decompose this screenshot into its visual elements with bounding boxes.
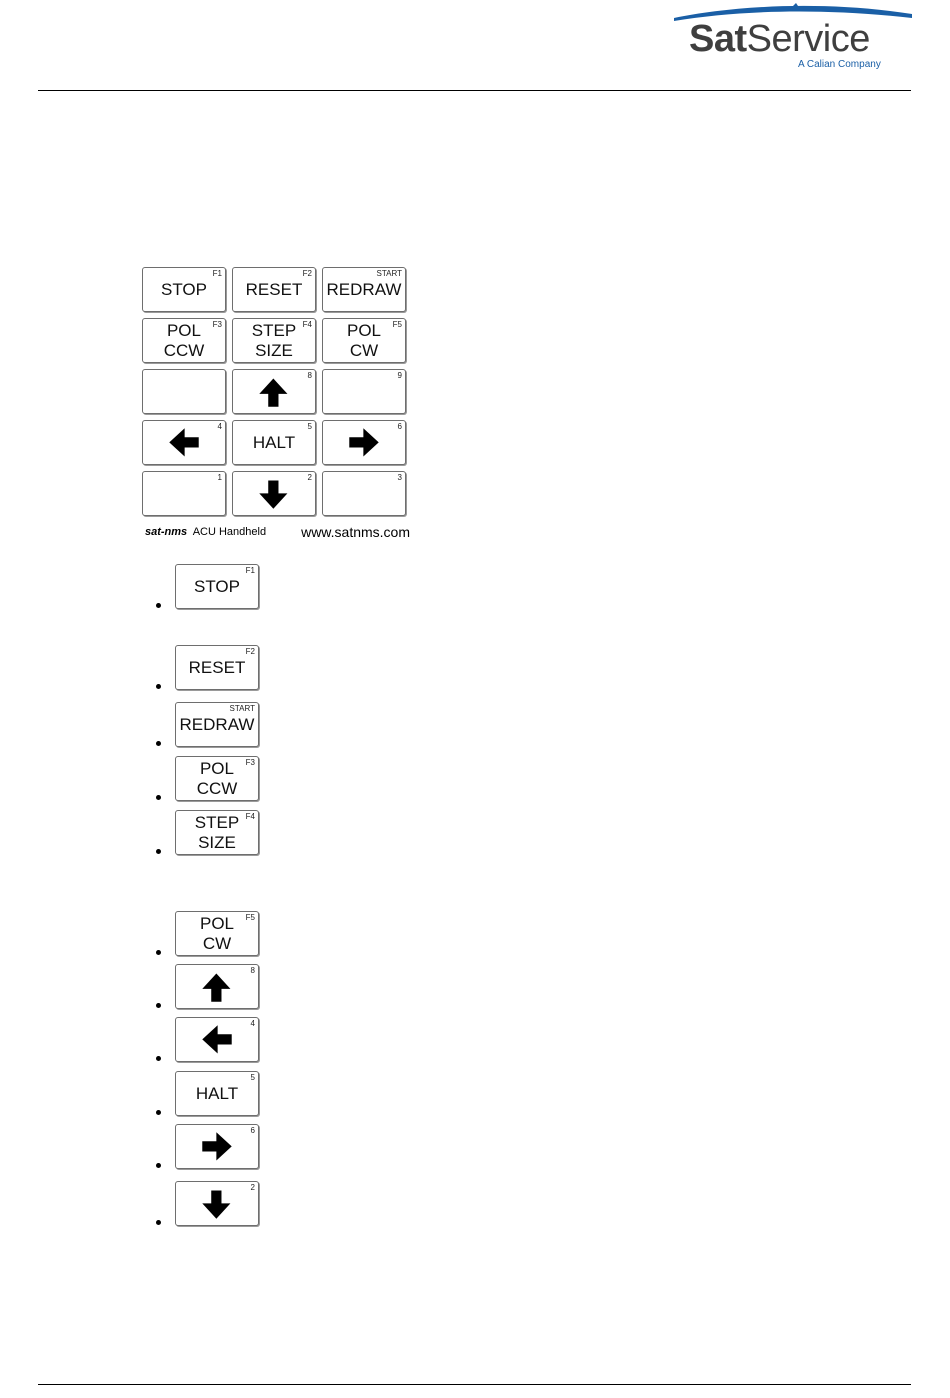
key-blank-x[interactable]: [142, 369, 226, 414]
bullet-icon: [156, 684, 161, 689]
arrow-left-icon: [167, 427, 201, 459]
list-item: [156, 911, 276, 961]
key-shortcut-tag: F1: [212, 269, 222, 278]
key-pol-ccw[interactable]: [175, 756, 259, 801]
key-label: HALT: [252, 432, 296, 452]
key-shortcut-tag: 8: [250, 966, 255, 975]
key-shortcut-tag: 6: [397, 422, 402, 431]
list-item: [156, 1181, 276, 1231]
keypad-brand: [145, 526, 266, 538]
key-arrow-left[interactable]: [175, 1017, 259, 1062]
key-pol-cw[interactable]: [322, 318, 406, 363]
list-item: [156, 756, 276, 806]
keypad-url: www.satnms.com: [301, 524, 410, 540]
arrow-up-icon: [200, 971, 234, 1003]
key-redraw[interactable]: [175, 702, 259, 747]
key-arrow-down[interactable]: [175, 1181, 259, 1226]
key-shortcut-tag: F2: [245, 647, 255, 656]
key-pol-ccw[interactable]: [142, 318, 226, 363]
key-shortcut-tag: F4: [245, 812, 255, 821]
key-shortcut-tag: 5: [307, 422, 312, 431]
bullet-icon: [156, 741, 161, 746]
key-shortcut-tag: 3: [397, 473, 402, 482]
key-label: STEP SIZE: [194, 812, 240, 852]
key-label: RESET: [245, 279, 303, 299]
key-shortcut-tag: F5: [392, 320, 402, 329]
key-blank-1[interactable]: [142, 471, 226, 516]
key-arrow-right[interactable]: [175, 1124, 259, 1169]
footer-divider: [38, 1384, 911, 1385]
logo-wordmark: [689, 18, 870, 60]
arrow-left-icon: [200, 1024, 234, 1056]
key-pol-cw[interactable]: [175, 911, 259, 956]
key-halt[interactable]: [232, 420, 316, 465]
bullet-icon: [156, 1056, 161, 1061]
arrow-up-icon: [257, 376, 291, 408]
key-halt[interactable]: [175, 1071, 259, 1116]
key-step-size[interactable]: [232, 318, 316, 363]
key-shortcut-tag: 1: [217, 473, 222, 482]
list-item: [156, 964, 276, 1014]
key-redraw[interactable]: [322, 267, 406, 312]
keypad-product-name: ACU Handheld: [192, 526, 267, 538]
key-shortcut-tag: F1: [245, 566, 255, 575]
logo-tagline: A Calian Company: [798, 59, 881, 70]
key-arrow-right[interactable]: [322, 420, 406, 465]
keypad-brand-name: sat-nms: [145, 526, 188, 538]
key-label: POL CCW: [163, 320, 205, 360]
list-item: [156, 702, 276, 752]
key-reset[interactable]: [232, 267, 316, 312]
key-shortcut-tag: 2: [250, 1183, 255, 1192]
key-shortcut-tag: 4: [250, 1019, 255, 1028]
key-reset[interactable]: [175, 645, 259, 690]
key-label: STOP: [194, 576, 240, 596]
key-label: POL CW: [346, 320, 382, 360]
list-item: [156, 810, 276, 860]
key-label: REDRAW: [326, 279, 402, 299]
key-stop[interactable]: [175, 564, 259, 609]
bullet-icon: [156, 795, 161, 800]
arrow-right-icon: [347, 427, 381, 459]
key-label: POL CCW: [196, 758, 238, 798]
header-divider: [38, 90, 911, 91]
bullet-icon: [156, 1163, 161, 1168]
acu-handheld-keypad: [142, 267, 410, 547]
keypad-footer: [145, 524, 410, 544]
key-shortcut-tag: F3: [245, 758, 255, 767]
key-arrow-up[interactable]: [232, 369, 316, 414]
key-shortcut-tag: F5: [245, 913, 255, 922]
key-shortcut-tag: 9: [397, 371, 402, 380]
logo-bold-text: Sat: [689, 18, 747, 60]
key-shortcut-tag: F2: [302, 269, 312, 278]
bullet-icon: [156, 1003, 161, 1008]
key-label: REDRAW: [179, 714, 255, 734]
key-shortcut-tag: 6: [250, 1126, 255, 1135]
list-item: [156, 645, 276, 695]
list-item: [156, 1124, 276, 1174]
key-label: RESET: [188, 657, 246, 677]
arrow-down-icon: [257, 478, 291, 510]
key-arrow-down[interactable]: [232, 471, 316, 516]
key-stop[interactable]: [142, 267, 226, 312]
arrow-right-icon: [200, 1131, 234, 1163]
key-shortcut-tag: 5: [250, 1073, 255, 1082]
key-label: STOP: [161, 279, 207, 299]
bullet-icon: [156, 950, 161, 955]
key-shortcut-tag: 4: [217, 422, 222, 431]
key-shortcut-tag: START: [229, 704, 255, 713]
bullet-icon: [156, 603, 161, 608]
arrow-down-icon: [200, 1188, 234, 1220]
key-label: STEP SIZE: [251, 320, 297, 360]
list-item: [156, 1071, 276, 1121]
satservice-logo: [672, 2, 914, 74]
key-label: POL CW: [199, 913, 235, 953]
key-shortcut-tag: F4: [302, 320, 312, 329]
bullet-icon: [156, 849, 161, 854]
key-shortcut-tag: START: [376, 269, 402, 278]
key-step-size[interactable]: [175, 810, 259, 855]
key-shortcut-tag: F3: [212, 320, 222, 329]
list-item: [156, 1017, 276, 1067]
bullet-icon: [156, 1220, 161, 1225]
key-blank-3[interactable]: [322, 471, 406, 516]
list-item: [156, 564, 276, 614]
key-shortcut-tag: 8: [307, 371, 312, 380]
logo-regular-text: Service: [746, 18, 870, 60]
key-shortcut-tag: 2: [307, 473, 312, 482]
key-arrow-up[interactable]: [175, 964, 259, 1009]
key-arrow-left[interactable]: [142, 420, 226, 465]
bullet-icon: [156, 1110, 161, 1115]
key-blank-9[interactable]: [322, 369, 406, 414]
key-label: HALT: [195, 1083, 239, 1103]
